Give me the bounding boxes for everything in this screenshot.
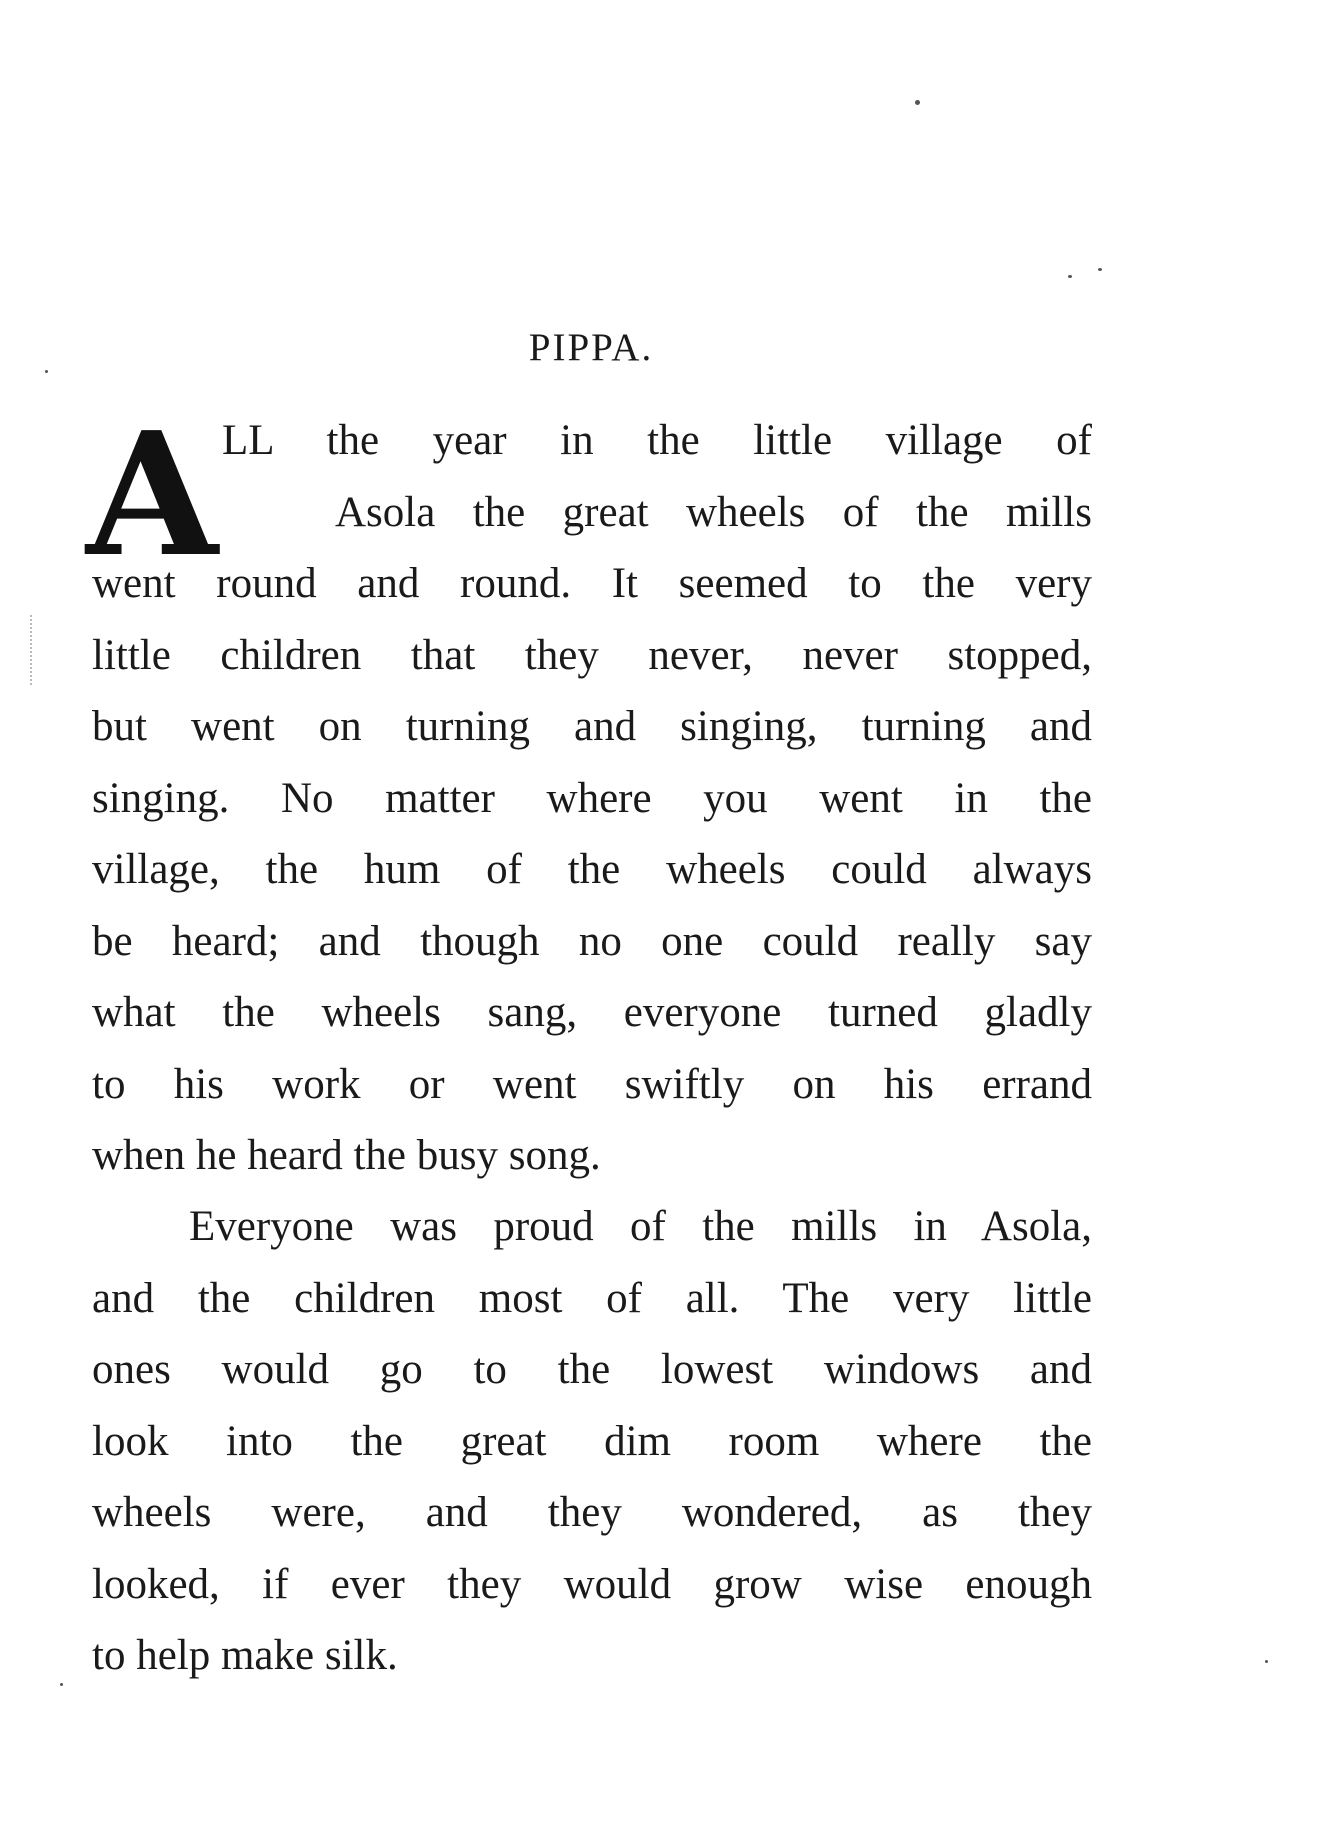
paper-speck [60, 1683, 63, 1686]
paper-speck [1265, 1660, 1268, 1663]
paragraph-line: what the wheels sang, everyone turned gladly [92, 989, 1092, 1036]
paragraph-line: wheels were, and they wondered, as they [92, 1489, 1092, 1536]
paragraph-line: little children that they never, never stopped, [92, 631, 1092, 679]
paragraph-line: when he heard the busy song. [92, 1132, 601, 1179]
paper-speck [1068, 275, 1072, 278]
paragraph-line: to help make silk. [92, 1632, 398, 1679]
paper-speck [915, 100, 920, 105]
paragraph-line: singing. No matter where you went in the [92, 774, 1092, 822]
paragraph-line: look into the great dim room where the [92, 1417, 1092, 1465]
drop-cap-letter: A [86, 395, 218, 595]
paper-speck [45, 370, 48, 373]
paragraph-line: be heard; and though no one could really say [92, 917, 1092, 965]
paragraph-line: and the children most of all. The very little [92, 1274, 1092, 1322]
chapter-title: PIPPA. [528, 326, 654, 369]
paragraph-2 [92, 1191, 1092, 1692]
paragraph-line: LL the year in the little village of [222, 417, 1092, 464]
paragraph-line: looked, if ever they would grow wise enough [92, 1560, 1092, 1608]
paragraph-line: ones would go to the lowest windows and [92, 1346, 1092, 1393]
paragraph-line: Everyone was proud of the mills in Asola, [189, 1203, 1092, 1250]
paragraph-line: went round and round. It seemed to the very [92, 560, 1092, 607]
paragraph-line: but went on turning and singing, turning and [92, 703, 1092, 750]
paragraph-line: village, the hum of the wheels could always [92, 846, 1092, 893]
paragraph-1 [92, 405, 1092, 1192]
paragraph-line: to his work or went swiftly on his errand [92, 1060, 1092, 1108]
margin-smudge [30, 615, 36, 685]
paper-speck [1098, 268, 1102, 271]
paragraph-line: Asola the great wheels of the mills [335, 488, 1092, 536]
